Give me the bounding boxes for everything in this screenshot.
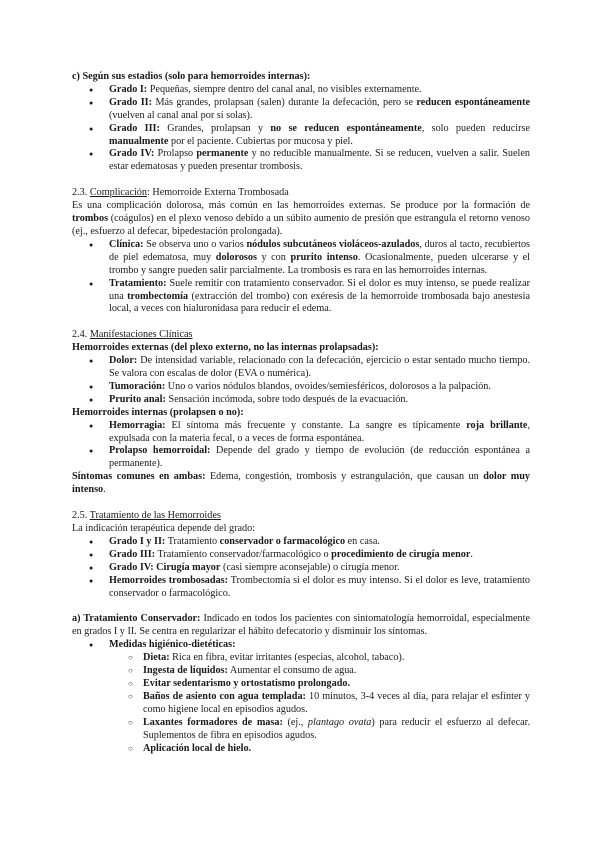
- list-item: ○ Aplicación local de hielo.: [72, 743, 530, 756]
- common-symptoms: Síntomas comunes en ambas: Edema, congestión, trombosis y estrangulación, que causan un dolor muy intenso.: [72, 471, 530, 496]
- internal-list: [72, 420, 530, 472]
- list-item: ● Grado I: Pequeñas, siempre dentro del canal anal, no visibles externamente.: [72, 84, 530, 97]
- measures-list: [72, 652, 530, 755]
- list-item: ● Grado II: Más grandes, prolapsan (salen) durante la defecación, pero se reducen espontáneamente (vuelven al canal anal por sí solas).: [72, 97, 530, 123]
- list-item: ○ Ingesta de líquidos: Aumentar el consumo de agua.: [72, 665, 530, 678]
- external-list: [72, 355, 530, 407]
- section-heading-manifestations: 2.4. Manifestaciones Clínicas: [72, 329, 193, 341]
- document-page: [72, 71, 530, 755]
- list-item: ○ Baños de asiento con agua templada: 10 minutos, 3-4 veces al día, para relajar el esfínter y como higiene local en episodios agudos.: [72, 691, 530, 717]
- list-item: ● Tumoración: Uno o varios nódulos blandos, ovoides/semiesféricos, dolorosos a la palpación.: [72, 381, 530, 394]
- list-item: ● Dolor: De intensidad variable, relacionado con la defecación, ejercicio o estar sentado mucho tiempo. Se valora con escalas de dolor (EVA o numérica).: [72, 355, 530, 381]
- conservative-list: [72, 639, 530, 755]
- section-heading-complication: 2.3. Complicación: Hemorroide Externa Trombosada: [72, 187, 289, 199]
- list-item: ○ Dieta: Rica en fibra, evitar irritantes (especias, alcohol, tabaco).: [72, 652, 530, 665]
- section-heading-treatment: 2.5. Tratamiento de las Hemorroides: [72, 510, 221, 522]
- list-item: ● Grado III: Grandes, prolapsan y no se reducen espontáneamente, solo pueden reducirse manualmente por el paciente. Cubiertas por mucosa y piel.: [72, 123, 530, 149]
- list-item: ● Clínica: Se observa uno o varios nódulos subcutáneos violáceos-azulados, duros al tacto, recubiertos de piel edematosa, muy dolorosos y con prurito intenso. Ocasionalmente, pueden ulcerarse y el trombo y sangre pueden salir parcialmente. La trombosis es rara en las hemorroides internas.: [72, 239, 530, 278]
- list-item: ● Hemorragia: El síntoma más frecuente y constante. La sangre es típicamente roja brillante, expulsada con la materia fecal, o a veces de forma espontánea.: [72, 420, 530, 446]
- list-item: ● Grado I y II: Tratamiento conservador o farmacológico en casa.: [72, 536, 530, 549]
- list-item: ○ Laxantes formadores de masa: (ej., plantago ovata) para reducir el esfuerzo al defecar. Suplementos de fibra en episodios agudos.: [72, 717, 530, 743]
- stages-list: [72, 84, 530, 174]
- list-item: ● Prurito anal: Sensación incómoda, sobre todo después de la evacuación.: [72, 394, 530, 407]
- list-item: ● Prolapso hemorroidal: Depende del grado y tiempo de evolución (de reducción espontánea a permanente).: [72, 445, 530, 471]
- list-item: ● Medidas higiénico-dietéticas: ○ Dieta: Rica en fibra, evitar irritantes (especias, alcohol, tabaco). ○ Ingesta de líquidos: Aumentar el consumo de agua. ○ Evitar sedentarismo y ortostatismo prolongado. ○ Baños de asiento con agua templada: 10 minutos, 3-4 veces al día, para relajar el esfínter y como higiene local en episodios agudos. ○ Laxantes formadores de masa: (ej., plantago ovata) para reducir el esfuerzo al defecar. Suplementos de fibra en episodios agudos. ○ Aplicación local de hielo.: [72, 639, 530, 755]
- list-item: ● Grado IV: Prolapso permanente y no reducible manualmente. Si se reducen, vuelven a salir. Suelen estar edematosas y pueden presentar trombosis.: [72, 148, 530, 174]
- list-item: ● Grado III: Tratamiento conservador/farmacológico o procedimiento de cirugía menor.: [72, 549, 530, 562]
- treatment-intro: La indicación terapéutica depende del grado:: [72, 523, 256, 534]
- list-item: ● Tratamiento: Suele remitir con tratamiento conservador. Si el dolor es muy intenso, se puede realizar una trombectomía (extracción del trombo) con exéresis de la hemorroide trombosada bajo anestesia local, a veces con hialuronidasa para reducir el edema.: [72, 278, 530, 317]
- complication-paragraph: Es una complicación dolorosa, más común en las hemorroides externas. Se produce por la formación de trombos (coágulos) en el plexo venoso debido a un súbito aumento de presión que estrangula el retorno venoso (ej., esfuerzo al defecar, bipedestación prolongada).: [72, 200, 530, 237]
- complication-list: [72, 239, 530, 316]
- external-heading: Hemorroides externas (del plexo externo, no las internas prolapsadas):: [72, 342, 379, 354]
- list-item: ● Hemorroides trombosadas: Trombectomía si el dolor es muy intenso. Si el dolor es leve, tratamiento conservador o farmacológico.: [72, 575, 530, 601]
- internal-heading: Hemorroides internas (prolapsen o no):: [72, 406, 244, 418]
- list-item: ○ Evitar sedentarismo y ortostatismo prolongado.: [72, 678, 530, 691]
- stages-heading: c) Según sus estadios (solo para hemorroides internas):: [72, 71, 311, 82]
- treatment-grades-list: [72, 536, 530, 601]
- list-item: ● Grado IV: Cirugía mayor (casi siempre aconsejable) o cirugía menor.: [72, 562, 530, 575]
- conservative-paragraph: a) Tratamiento Conservador: Indicado en todos los pacientes con sintomatología hemorroidal, especialmente en grados I y II. Se centra en regularizar el hábito defecatorio y disminuir los síntomas.: [72, 613, 530, 638]
